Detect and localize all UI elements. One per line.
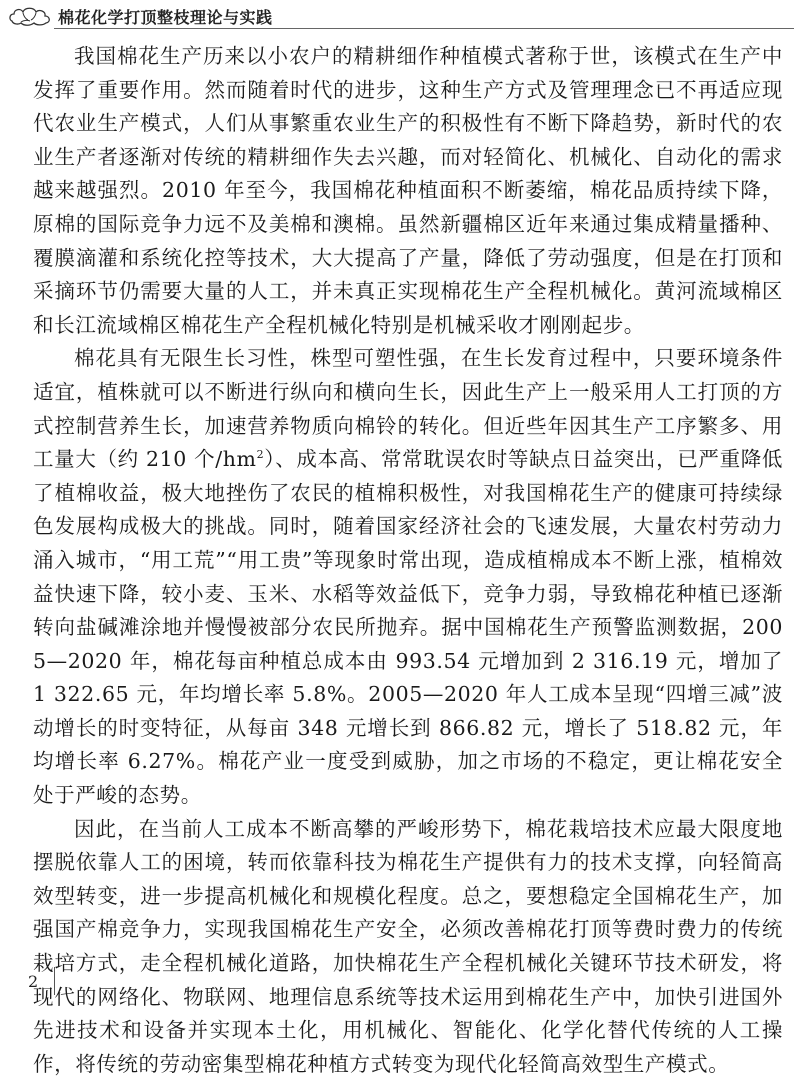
page-footer [28, 966, 55, 996]
superscript: 2 [256, 448, 265, 462]
paragraph-3 [33, 813, 783, 1081]
paragraph-1 [33, 40, 783, 342]
cotton-boll-icon [8, 5, 52, 27]
paragraph-text: 我国棉花生产历来以小农户的精耕细作种植模式著称于世，该模式在生产中发挥了重要作用。然而随着时代的进步，这种生产方式及管理理念已不再适应现代农业生产模式，人们从事繁重农业生产的积极性有不断下降趋势，新时代的农业生产者逐渐对传统的精耕细作失去兴趣，而对轻简化、机械化、自动化的需求越来越强烈。2010 年至今，我国棉花种植面积不断萎缩，棉花品质持续下降，原棉的国际竞争力远不及美棉和澳棉。虽然新疆棉区近年来通过集成精量播种、覆膜滴灌和系统化控等技术，大大提高了产量，降低了劳动强度，但是在打顶和采摘环节仍需要大量的人工，并未真正实现棉花生产全程机械化。黄河流域棉区和长江流域棉区棉花生产全程机械化特别是机械采收才刚刚起步。 [33, 44, 783, 337]
paragraph-text: ）、成本高、常常耽误农时等缺点日益突出，已严重降低了植棉收益，极大地挫伤了农民的植棉积极性，对我国棉花生产的健康可持续绿色发展构成极大的挑战。同时，随着国家经济社会的飞速发展，大量农村劳动力涌入城市，“用工荒”“用工贵”等现象时常出现，造成植棉成本不断上涨，植棉效益快速下降，较小麦、玉米、水稻等效益低下，竞争力弱，导致棉花种植已逐渐转向盐碱滩涂地并慢慢被部分农民所抛弃。据中国棉花生产预警监测数据，2005—2020 年，棉花每亩种植总成本由 993.54 元增加到 2 316.19 元，增加了 1 322.65 元，年均增长率 5.8%。2005—2020 年人工成本呈现“四增三减”波动增长的时变特征，从每亩 348 元增长到 866.82 元，增长了 518.82 元，年均增长率 6.27%。棉花产业一度受到威胁，加之市场的不稳定，更让棉花安全处于严峻的态势。 [33, 447, 784, 808]
page-number: 2 [28, 971, 39, 991]
book-title: 棉花化学打顶整枝理论与实践 [58, 7, 273, 27]
paragraph-2 [33, 342, 783, 812]
running-header [8, 4, 273, 28]
paragraph-text: 棉花具有无限生长习性，株型可塑性强，在生长发育过程中，只要环境条件适宜，植株就可以不断进行纵向和横向生长，因此生产上一般采用人工打顶的方式控制营养生长，加速营养物质向棉铃的转化。但近些年因其生产工序繁多、用工量大（约 210 个/hm [33, 346, 783, 472]
body-text [33, 40, 783, 1081]
header-rule [54, 28, 794, 29]
paragraph-text: 因此，在当前人工成本不断高攀的严峻形势下，棉花栽培技术应最大限度地摆脱依靠人工的困境，转而依靠科技为棉花生产提供有力的技术支撑，向轻简高效型转变，进一步提高机械化和规模化程度。总之，要想稳定全国棉花生产，加强国产棉竞争力，实现我国棉花生产安全，必须改善棉花打顶等费时费力的传统栽培方式，走全程机械化道路，加快棉花生产全程机械化关键环节技术研发，将现代的网络化、物联网、地理信息系统等技术运用到棉花生产中，加快引进国外先进技术和设备并实现本土化，用机械化、智能化、化学化替代传统的人工操作，将传统的劳动密集型棉花种植方式转变为现代化轻简高效型生产模式。 [33, 816, 783, 1076]
footer-divider [54, 967, 55, 995]
